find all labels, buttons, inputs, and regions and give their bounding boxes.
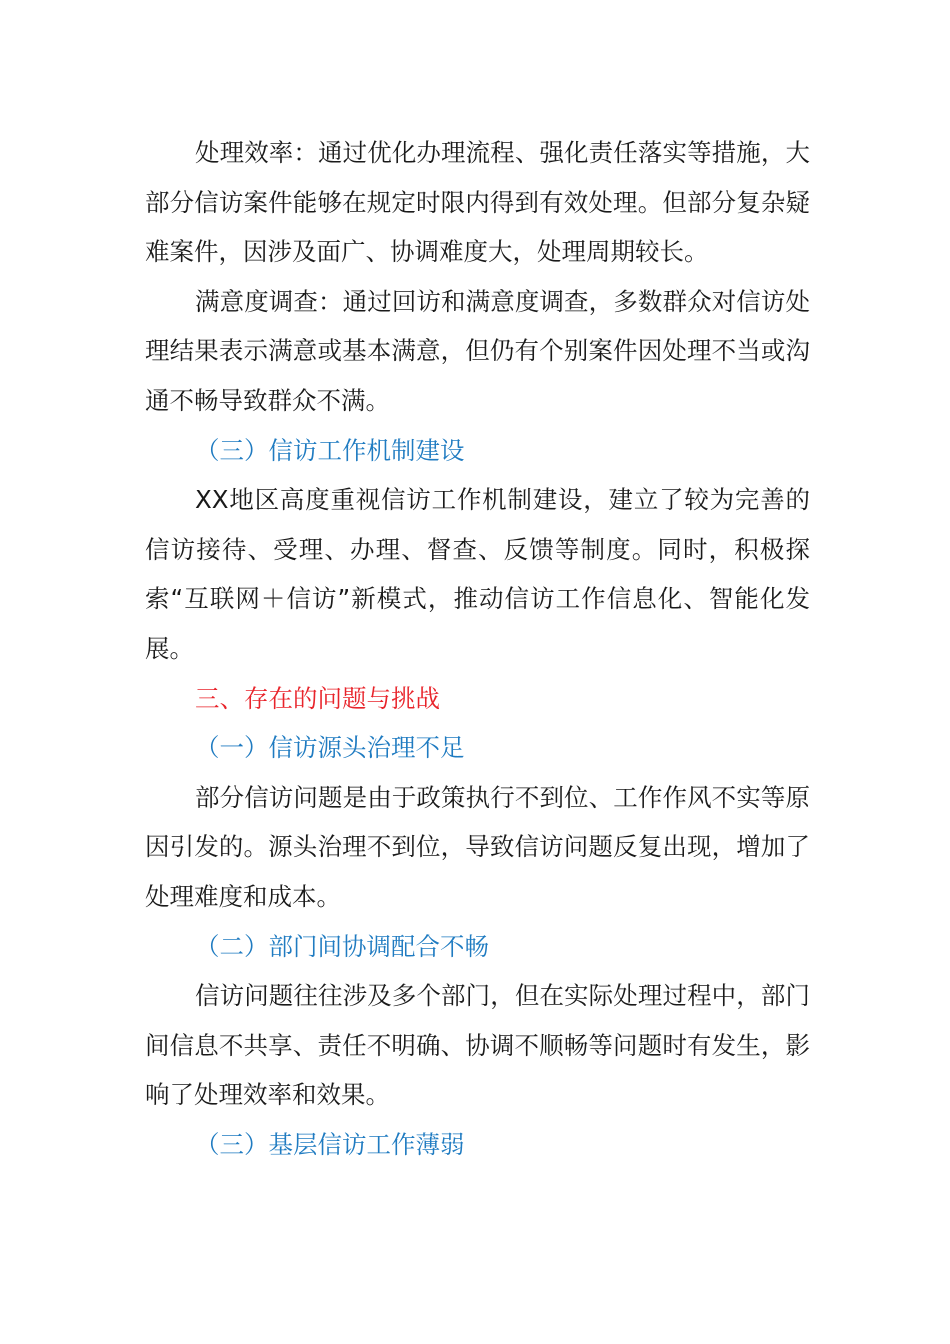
- subheading-source-governance: （一）信访源头治理不足: [195, 733, 465, 763]
- document-body: [145, 128, 810, 1169]
- subheading-department-coordination: （二）部门间协调配合不畅: [195, 931, 489, 961]
- paragraph-satisfaction-survey: 满意度调查：通过回访和满意度调查，多数群众对信访处理结果表示满意或基本满意，但仍有个别案件因处理不当或沟通不畅导致群众不满。: [145, 286, 810, 415]
- subheading-grassroots-work: （三）基层信访工作薄弱: [195, 1129, 465, 1159]
- section-heading-problems: 三、存在的问题与挑战: [195, 683, 440, 713]
- paragraph-processing-efficiency: 处理效率：通过优化办理流程、强化责任落实等措施，大部分信访案件能够在规定时限内得到有效处理。但部分复杂疑难案件，因涉及面广、协调难度大，处理周期较长。: [145, 138, 810, 267]
- paragraph-source-governance: 部分信访问题是由于政策执行不到位、工作作风不实等原因引发的。源头治理不到位，导致信访问题反复出现，增加了处理难度和成本。: [145, 782, 810, 911]
- paragraph-mechanism-building: XX地区高度重视信访工作机制建设，建立了较为完善的信访接待、受理、办理、督查、反馈等制度。同时，积极探索“互联网＋信访”新模式，推动信访工作信息化、智能化发展。: [145, 485, 810, 663]
- subheading-mechanism-building: （三）信访工作机制建设: [195, 435, 465, 465]
- paragraph-department-coordination: 信访问题往往涉及多个部门，但在实际处理过程中，部门间信息不共享、责任不明确、协调不顺畅等问题时有发生，影响了处理效率和效果。: [145, 981, 810, 1110]
